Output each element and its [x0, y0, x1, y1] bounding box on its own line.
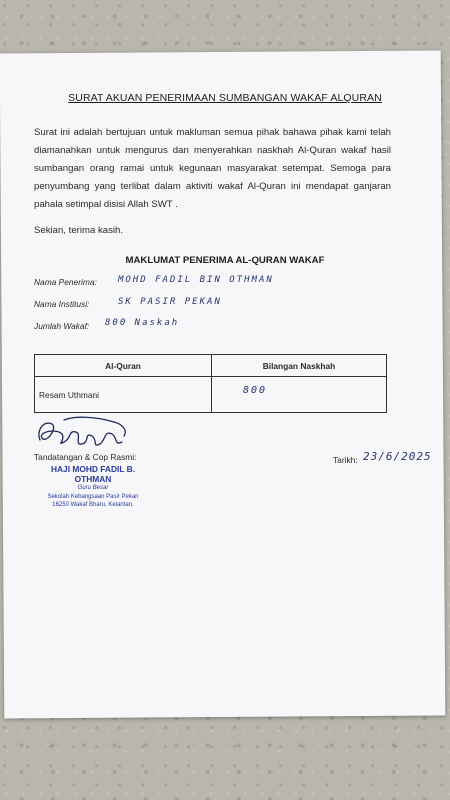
table-row	[35, 377, 387, 413]
date-label: Tarikh:	[333, 455, 358, 465]
table-header-row	[35, 355, 387, 377]
nama-institusi-value: SK PASIR PEKAN	[118, 297, 222, 307]
nama-penerima-value: MOHD FADIL BIN OTHMAN	[118, 275, 274, 285]
nama-institusi-label: Nama Institusi:	[34, 299, 90, 309]
stamp-school: Sekolah Kebangsaan Pasir Pekan	[47, 493, 139, 500]
stamp-title: Guru Besar	[77, 485, 109, 491]
nama-penerima-label: Nama Penerima:	[34, 277, 97, 287]
document-body: Surat ini adalah bertujuan untuk makluman semua pihak bahawa pihak kami telah diamanahkan untuk mengurus dan menyerahkan naskhah Al-Quran wakaf hasil sumbangan orang ramai untuk kegunaan masyarakat setempat. Semoga para penyumbang yang terlibat dalam aktiviti wakaf Al-Quran ini mendapat ganjaran pahala setimpal disisi Allah SWT .	[34, 127, 391, 210]
date-value: 23/6/2025	[363, 450, 432, 463]
table-header-cell: Bilangan Naskhah	[212, 355, 387, 377]
section-title: MAKLUMAT PENERIMA AL-QURAN WAKAF	[125, 255, 325, 266]
official-stamp	[34, 464, 152, 510]
signature-scribble	[34, 410, 134, 457]
jumlah-wakaf-label: Jumlah Wakaf:	[34, 321, 90, 331]
table-header-cell: Al-Quran	[35, 355, 212, 377]
stamp-address: 16250 Wakaf Bharu, Kelantan.	[52, 502, 134, 508]
table-cell: Resam Uthmani	[35, 377, 212, 413]
table-cell-handwritten	[212, 377, 387, 413]
document-title: SURAT AKUAN PENERIMAAN SUMBANGAN WAKAF ALQURAN	[68, 92, 382, 104]
closing-text: Sekian, terima kasih.	[34, 225, 124, 236]
bilangan-value: 800	[243, 385, 268, 396]
signature-label: Tandatangan & Cop Rasmi:	[34, 452, 137, 462]
stamp-name: HAJI MOHD FADIL B. OTHMAN	[50, 464, 136, 484]
jumlah-wakaf-value: 800 Naskah	[105, 318, 180, 328]
wakaf-table	[34, 354, 387, 413]
